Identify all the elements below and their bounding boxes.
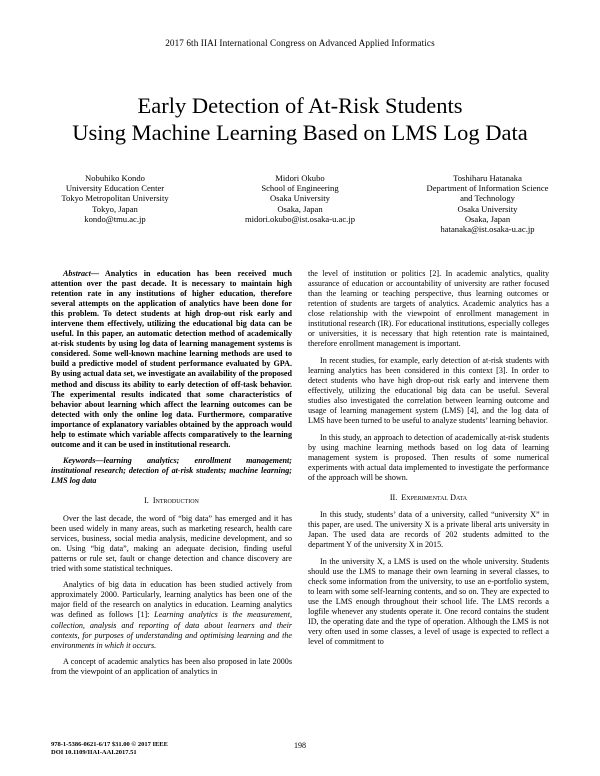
conference-header: 2017 6th IIAI International Congress on Advanced Applied Informatics — [165, 38, 435, 48]
paper-title — [0, 92, 600, 146]
section-heading-experimental-data — [308, 493, 549, 503]
section-heading-introduction — [51, 496, 292, 506]
author-location: Osaka, Japan — [277, 203, 323, 214]
data-paragraph-2: In the university X, a LMS is used on the whole university. Students should use the LMS to manage their own learning in several classes, to check some information from the university, to use an e-portfolio system, to learn with some self-learning contents, and so on. They are expected to use the LMS enough throughout their school life. The LMS records a logfile whenever any students operate it. One record contains the student ID, the operating date and the type of operation. Although the LMS is not very often used in some classes, a level of usage is expected to reflect a level of commitment to — [308, 556, 549, 647]
right-column — [308, 269, 549, 654]
author-name: Midori Okubo — [275, 173, 325, 183]
author-2 — [225, 173, 375, 224]
abstract-lead: Abstract — [63, 269, 91, 278]
author-affiliation: and Technology — [460, 193, 515, 204]
title-line-1: Early Detection of At-Risk Students — [137, 93, 463, 118]
author-email[interactable]: kondo@tmu.ac.jp — [84, 213, 146, 224]
author-location: Tokyo, Japan — [92, 203, 138, 214]
author-affiliation: Osaka University — [270, 193, 330, 204]
author-name: Nobuhiko Kondo — [85, 173, 145, 183]
intro-paragraph-3: A concept of academic analytics has been also proposed in late 2000s from the viewpoint of an application of analytics in — [51, 657, 292, 677]
intro-paragraph-2 — [51, 580, 292, 650]
left-column — [51, 269, 292, 684]
abstract-text: — Analytics in education has been received much attention over the past decade. It is necessary to maintain high retention rate in any institutions of higher education, therefore several attempts on the application of analytics have been done for this problem. To detect students at high drop-out risk early and intervene them effectively, utilizing the educational big data can be useful. In this paper, an automatic detection method of academically at-risk students by using log data of learning management systems is considered. Some well-known machine learning methods are used to build a predictive model of student performance evaluated by GPA. By using actual data set, we investigate an availability of the proposed method and discuss its ability to early detection of off-task behavior. The experimental results indicated that some characteristics of behavior about learning which affect the learning outcomes can be detected with only the online log data. Furthermore, comparative importance of explanatory variables obtained by the approach would help to estimate which variable affects comparatively to the learning outcome and it can be used in institutional research. — [51, 269, 292, 449]
author-affiliation: School of Engineering — [261, 183, 339, 194]
intro-paragraph-4: the level of institution or politics [2]. In academic analytics, quality assurance of education or accountability of university are rather focused than the learning or teaching perspective, thus learning outcomes or retention of students are targets of analytics. Academic analytics has a close relationship with the viewpoint of enrollment management in institutional research (IR). For educational institutions, especially colleges or universities, it is necessary that high retention rate is maintained, therefore enrollment management is important. — [308, 269, 549, 349]
author-affiliation: Department of Information Science — [426, 183, 549, 194]
author-1 — [40, 173, 190, 224]
data-paragraph-1: In this study, students’ data of a university, called “university X” in this paper, are used. The university X is a private liberal arts university in Japan. The used data are records of 202 students admitted to the department Y of the university X in 2015. — [308, 509, 549, 550]
author-location: Osaka, Japan — [464, 213, 511, 224]
section-title: Experimental Data — [401, 492, 468, 502]
learning-analytics-definition: Learning analytics is the measurement, collection, analysis and reporting of data about learners and their contexts, for purposes of understanding and optimising learning and the environments in which it occurs. — [51, 610, 292, 650]
author-affiliation: Osaka University — [457, 203, 518, 214]
intro-paragraph-6: In this study, an approach to detection of academically at-risk students by using machine learning methods based on log data of learning management system is proposed. Then results of some numerical experiments with actual data implemented to investigate the performance of the approach will be shown. — [308, 432, 549, 482]
intro-paragraph-5: In recent studies, for example, early detection of at-risk students with learning analytics has been considered in this context [3]. In order to detect students who have high drop-out risk early and intervene them effectively, utilizing the educational big data can be useful. Several studies also investigated the correlation between learning outcome and usage of learning management system (LMS) [4], and the log data of LMS have been turned to be useful to analyze students’ learning behavior. — [308, 355, 549, 426]
section-numeral: II. — [389, 492, 398, 502]
author-affiliation: University Education Center — [65, 183, 165, 194]
author-email[interactable]: hatanaka@ist.osaka-u.ac.jp — [440, 224, 535, 235]
intro-paragraph-1: Over the last decade, the word of “big data” has emerged and it has been used widely in many areas, such as marketing research, health care services, business, social media analysis, medicine development, and so on. Using “big data”, making an adequate decision, finding useful patterns or rule set, fault or change detection and chance discovery are tried with some statistical techniques. — [51, 513, 292, 573]
author-3 — [405, 173, 570, 234]
section-numeral: I. — [144, 496, 149, 506]
abstract — [51, 269, 292, 450]
footer-isbn: 978-1-5386-0621-6/17 $31.00 © 2017 IEEE — [51, 741, 168, 748]
page-number: 198 — [294, 741, 306, 750]
author-email[interactable]: midori.okubo@ist.osaka-u.ac.jp — [244, 213, 356, 224]
section-title: Introduction — [152, 496, 199, 506]
footer-doi[interactable]: DOI 10.1109/IIAI-AAI.2017.51 — [51, 749, 137, 757]
keywords: Keywords—learning analytics; enrollment management; institutional research; detection of at-risk students; machine learning; LMS log data — [51, 456, 292, 486]
author-affiliation: Tokyo Metropolitan University — [61, 193, 169, 204]
intro-paragraph-2-text: Analytics of big data in education has been studied actively from approximately 2000. Particularly, learning analytics has been one of the major field of the research on analytics in education. Learning analytics was defined as follows [1]: — [51, 580, 292, 620]
author-name: Toshiharu Hatanaka — [453, 173, 522, 183]
title-line-2: Using Machine Learning Based on LMS Log Data — [72, 120, 528, 145]
